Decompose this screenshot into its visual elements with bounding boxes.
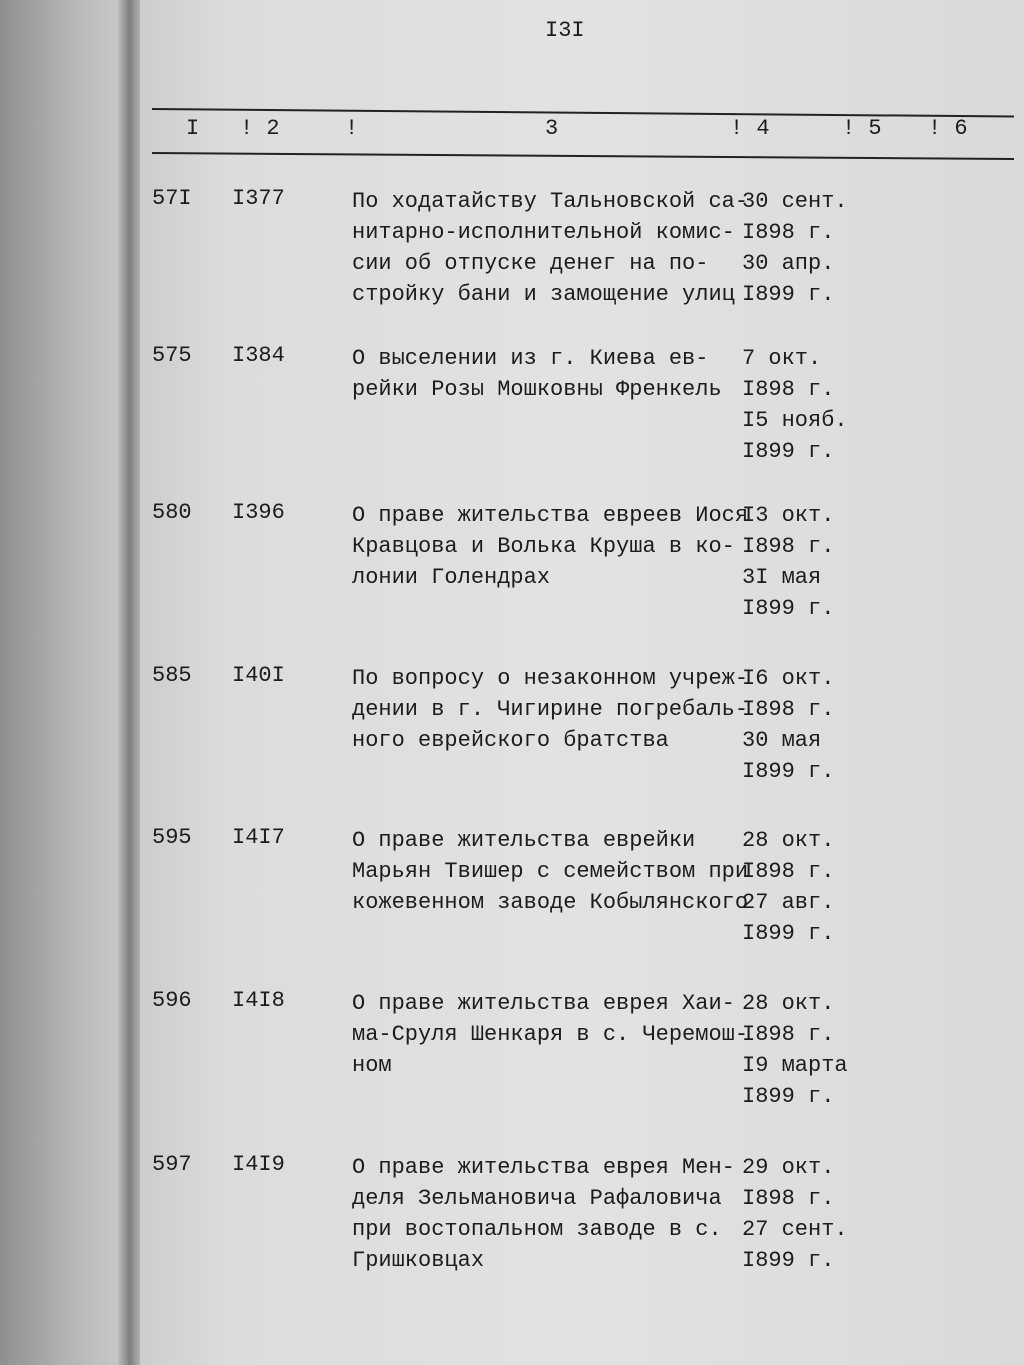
description-line: О праве жительства евреев Иося (352, 503, 749, 528)
entry-description (352, 663, 747, 756)
date-line: I898 г. (742, 859, 835, 884)
entry-number: 580 (152, 500, 192, 525)
date-line: I3 окт. (742, 503, 835, 528)
date-line: I899 г. (742, 282, 835, 307)
date-line: I898 г. (742, 377, 835, 402)
description-line: рейки Розы Мошковны Френкель (352, 377, 722, 402)
file-number: I377 (232, 186, 285, 211)
column-header-1: I (186, 116, 200, 141)
entry-dates (742, 825, 862, 949)
description-line: ном (352, 1053, 392, 1078)
entry-description (352, 988, 747, 1081)
description-line: при востопальном заводе в с. (352, 1217, 722, 1242)
date-line: 3I мая (742, 565, 822, 590)
file-number: I40I (232, 663, 285, 688)
date-line: 30 мая (742, 728, 822, 753)
description-line: сии об отпуске денег на по- (352, 251, 709, 276)
date-line: I898 г. (742, 1186, 835, 1211)
date-line: 28 окт. (742, 828, 835, 853)
date-line: 30 апр. (742, 251, 835, 276)
description-line: ма-Сруля Шенкаря в с. Черемош- (352, 1022, 749, 1047)
entry-dates (742, 988, 862, 1112)
description-line: деля Зельмановича Рафаловича (352, 1186, 722, 1211)
description-line: По вопросу о незаконном учреж- (352, 666, 749, 691)
entry-number: 595 (152, 825, 192, 850)
description-line: Гришковцах (352, 1248, 485, 1273)
entry-number: 575 (152, 343, 192, 368)
date-line: I899 г. (742, 759, 835, 784)
entry-description (352, 343, 747, 405)
date-line: I899 г. (742, 921, 835, 946)
date-line: I6 окт. (742, 666, 835, 691)
date-line: I898 г. (742, 220, 835, 245)
date-line: I899 г. (742, 596, 835, 621)
page-number: I3I (545, 18, 585, 43)
entry-dates (742, 500, 862, 624)
date-line: 7 окт. (742, 346, 822, 371)
entry-number: 585 (152, 663, 192, 688)
date-line: I898 г. (742, 534, 835, 559)
description-line: дении в г. Чигирине погребаль- (352, 697, 749, 722)
column-header-separator: ! (345, 116, 359, 141)
description-line: кожевенном заводе Кобылянского (352, 890, 749, 915)
entry-dates (742, 343, 862, 467)
file-number: I4I9 (232, 1152, 285, 1177)
description-line: О праве жительства еврея Хаи- (352, 991, 735, 1016)
date-line: 29 окт. (742, 1155, 835, 1180)
entry-description (352, 825, 747, 918)
file-number: I396 (232, 500, 285, 525)
file-number: I384 (232, 343, 285, 368)
description-line: Кравцова и Волька Круша в ко- (352, 534, 735, 559)
date-line: I9 марта (742, 1053, 848, 1078)
date-line: I899 г. (742, 439, 835, 464)
column-header-6: ! 6 (928, 116, 968, 141)
entry-dates (742, 663, 862, 787)
date-line: 30 сент. (742, 189, 848, 214)
column-header-2: ! 2 (240, 116, 280, 141)
entry-dates (742, 186, 862, 310)
file-number: I4I8 (232, 988, 285, 1013)
column-header-5: ! 5 (842, 116, 882, 141)
date-line: I5 нояб. (742, 408, 848, 433)
description-line: ного еврейского братства (352, 728, 669, 753)
date-line: I898 г. (742, 697, 835, 722)
entry-description (352, 186, 747, 310)
description-line: О праве жительства еврея Мен- (352, 1155, 735, 1180)
date-line: 27 авг. (742, 890, 835, 915)
description-line: Марьян Твишер с семейством при (352, 859, 749, 884)
column-header-3: 3 (545, 116, 559, 141)
date-line: I899 г. (742, 1248, 835, 1273)
entry-description (352, 500, 747, 593)
date-line: I899 г. (742, 1084, 835, 1109)
entry-description (352, 1152, 747, 1276)
description-line: нитарно-исполнительной комис- (352, 220, 735, 245)
date-line: 27 сент. (742, 1217, 848, 1242)
entry-number: 596 (152, 988, 192, 1013)
column-header-4: ! 4 (730, 116, 770, 141)
entry-number: 57I (152, 186, 192, 211)
date-line: I898 г. (742, 1022, 835, 1047)
description-line: лонии Голендрах (352, 565, 551, 590)
entry-dates (742, 1152, 862, 1276)
description-line: О праве жительства еврейки (352, 828, 696, 853)
description-line: стройку бани и замощение улиц (352, 282, 735, 307)
description-line: По ходатайству Тальновской са- (352, 189, 749, 214)
date-line: 28 окт. (742, 991, 835, 1016)
file-number: I4I7 (232, 825, 285, 850)
description-line: О выселении из г. Киева ев- (352, 346, 709, 371)
entry-number: 597 (152, 1152, 192, 1177)
